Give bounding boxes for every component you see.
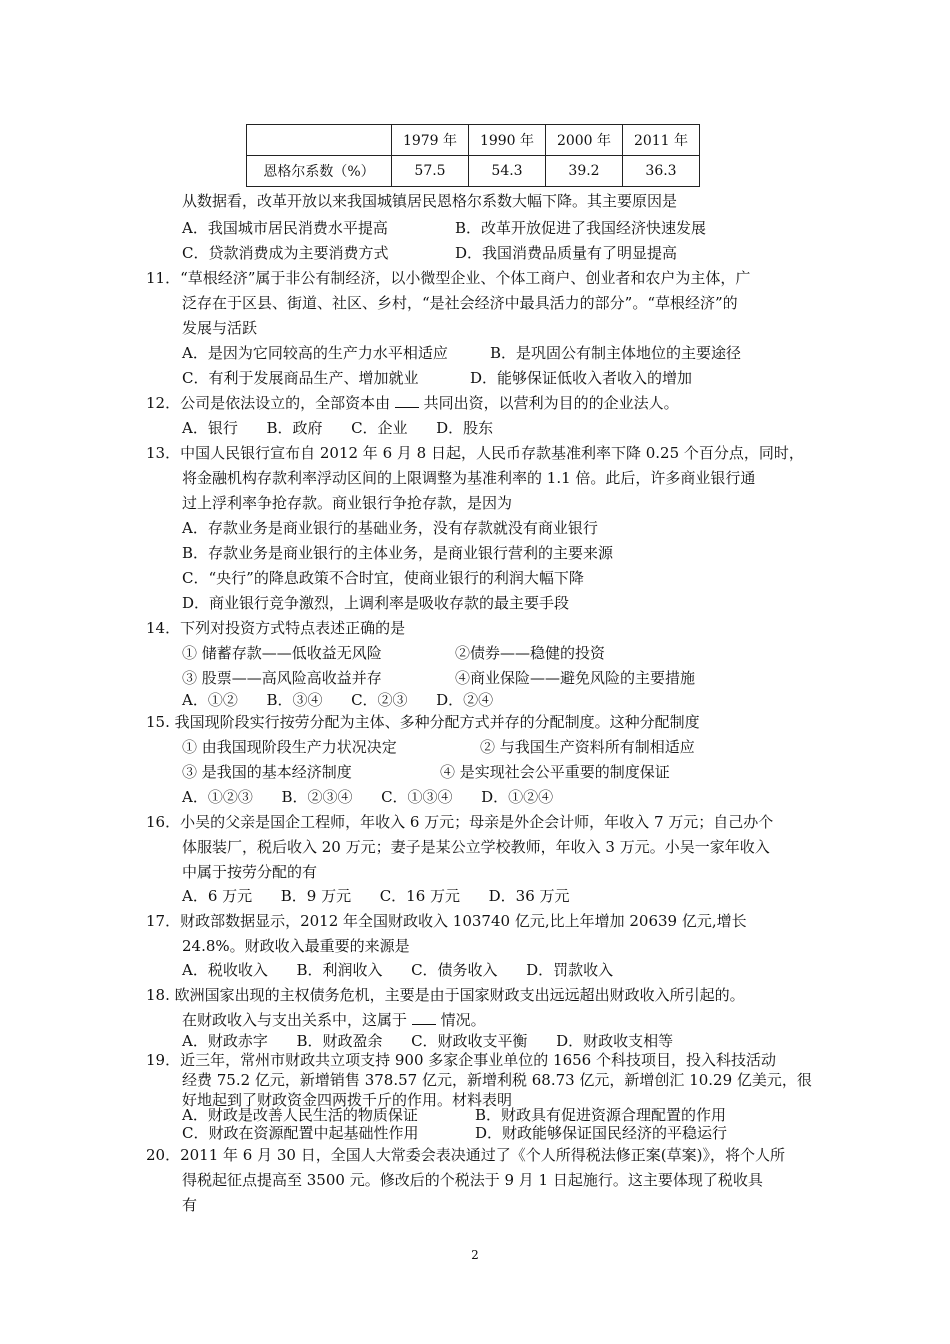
question-20-line-3: 有 [182, 1196, 198, 1214]
question-16-line-2: 体服装厂，税后收入 20 万元；妻子是某公立学校教师，年收入 3 万元。小吴一家年收入 [182, 838, 770, 856]
question-11-line-3: 发展与活跃 [182, 319, 258, 337]
question-13-option-a: A．存款业务是商业银行的基础业务，没有存款就没有商业银行 [182, 519, 598, 537]
answer-blank [395, 393, 419, 408]
question-19-option-a: A．财政是改善人民生活的物质保证 [182, 1106, 418, 1124]
table-header-cell: 2011 年 [623, 125, 700, 156]
question-18-line-2-before: 在财政收入与支出关系中，这属于 [182, 1011, 408, 1029]
question-14-options: A．①② B．③④ C．②③ D．②④ [182, 691, 494, 709]
question-16-options: A．6 万元 B．9 万元 C．16 万元 D．36 万元 [182, 887, 570, 905]
question-19-line-3: 好地起到了财政资金四两拨千斤的作用。材料表明 [182, 1091, 513, 1109]
question-11-line-2: 泛存在于区县、街道、社区、乡村，“是社会经济中最具活力的部分”。“草根经济”的 [182, 294, 738, 312]
question-14-stem: 14．下列对投资方式特点表述正确的是 [146, 619, 406, 637]
table-header-cell: 2000 年 [546, 125, 623, 156]
question-16-line-3: 中属于按劳分配的有 [182, 863, 318, 881]
page-number: 2 [471, 1248, 479, 1262]
question-14-statement-4: ④商业保险——避免风险的主要措施 [455, 669, 696, 687]
question-11-option-a: A．是因为它同较高的生产力水平相适应 [182, 344, 448, 362]
question-10-option-c: C．贷款消费成为主要消费方式 [182, 244, 389, 262]
table-cell: 57.5 [392, 156, 469, 187]
question-11-option-d: D．能够保证低收入者收入的增加 [470, 369, 693, 387]
question-10-option-d: D．我国消费品质量有了明显提高 [455, 244, 678, 262]
question-13-line-1: 13．中国人民银行宣布自 2012 年 6 月 8 日起，人民币存款基准利率下降 0.25 个百分点，同时， [146, 444, 804, 462]
question-12-stem [146, 393, 679, 413]
question-19-option-d: D．财政能够保证国民经济的平稳运行 [475, 1124, 728, 1142]
question-15-statement-4: ④ 是实现社会公平重要的制度保证 [440, 763, 670, 781]
question-20-line-2: 得税起征点提高至 3500 元。修改后的个税法于 9 月 1 日起施行。这主要体现了税收具 [182, 1171, 763, 1189]
question-20-line-1: 20．2011 年 6 月 30 日，全国人大常委会表决通过了《个人所得税法修正案(草案)》，将个人所 [146, 1146, 785, 1164]
question-18-options: A．财政赤字 B．财政盈余 C．财政收支平衡 D．财政收支相等 [182, 1032, 674, 1050]
question-11-line-1: 11．“草根经济”属于非公有制经济，以小微型企业、个体工商户、创业者和农户为主体，广 [146, 269, 751, 287]
question-12-stem-before: 12．公司是依法设立的，全部资本由 [146, 394, 391, 412]
question-15-statement-3: ③ 是我国的基本经济制度 [182, 763, 352, 781]
question-14-statement-2: ②债券——稳健的投资 [455, 644, 606, 662]
question-15-stem: 15. 我国现阶段实行按劳分配为主体、多种分配方式并存的分配制度。这种分配制度 [146, 713, 700, 731]
question-19-line-2: 经费 75.2 亿元，新增销售 378.57 亿元，新增利税 68.73 亿元，新增创汇 10.29 亿美元，很 [182, 1071, 812, 1089]
question-14-statement-1: ① 储蓄存款——低收益无风险 [182, 644, 382, 662]
question-15-statement-1: ① 由我国现阶段生产力状况决定 [182, 738, 397, 756]
table-cell: 39.2 [546, 156, 623, 187]
table-row [247, 156, 700, 187]
answer-blank [412, 1010, 436, 1025]
question-10-option-a: A．我国城市居民消费水平提高 [182, 219, 388, 237]
question-12-options: A．银行 B．政府 C．企业 D．股东 [182, 419, 494, 437]
table-header-cell: 1979 年 [392, 125, 469, 156]
table-header-cell: 1990 年 [469, 125, 546, 156]
question-17-line-2: 24.8%。财政收入最重要的来源是 [182, 937, 410, 955]
question-15-statement-2: ② 与我国生产资料所有制相适应 [480, 738, 695, 756]
question-11-option-c: C．有利于发展商品生产、增加就业 [182, 369, 419, 387]
engel-coefficient-table [246, 124, 700, 187]
question-10-stem: 从数据看，改革开放以来我国城镇居民恩格尔系数大幅下降。其主要原因是 [182, 192, 678, 210]
question-11-option-b: B．是巩固公有制主体地位的主要途径 [490, 344, 742, 362]
question-17-options: A．税收收入 B．利润收入 C．债务收入 D．罚款收入 [182, 961, 614, 979]
question-18-line-2-after: 情况。 [440, 1011, 486, 1029]
table-cell: 54.3 [469, 156, 546, 187]
question-19-line-1: 19．近三年，常州市财政共立项支持 900 多家企事业单位的 1656 个科技项目，投入科技活动 [146, 1051, 776, 1069]
question-13-option-c: C．“央行”的降息政策不合时宜，使商业银行的利润大幅下降 [182, 569, 584, 587]
question-13-line-3: 过上浮利率争抢存款。商业银行争抢存款，是因为 [182, 494, 513, 512]
question-10-option-b: B．改革开放促进了我国经济快速发展 [455, 219, 707, 237]
table-header-cell [247, 125, 392, 156]
table-row-label: 恩格尔系数（%） [247, 156, 392, 187]
table-cell: 36.3 [623, 156, 700, 187]
table-header-row [247, 125, 700, 156]
question-15-options: A．①②③ B．②③④ C．①③④ D．①②④ [182, 788, 554, 806]
question-18-line-1: 18. 欧洲国家出现的主权债务危机，主要是由于国家财政支出远远超出财政收入所引起的。 [146, 986, 745, 1004]
question-18-line-2 [182, 1010, 486, 1030]
question-13-option-b: B．存款业务是商业银行的主体业务，是商业银行营利的主要来源 [182, 544, 614, 562]
question-13-option-d: D．商业银行竞争激烈，上调利率是吸收存款的最主要手段 [182, 594, 570, 612]
question-17-line-1: 17．财政部数据显示，2012 年全国财政收入 103740 亿元,比上年增加 20639 亿元,增长 [146, 912, 747, 930]
question-14-statement-3: ③ 股票——高风险高收益并存 [182, 669, 382, 687]
question-12-stem-after: 共同出资，以营利为目的的企业法人。 [423, 394, 679, 412]
question-16-line-1: 16．小吴的父亲是国企工程师，年收入 6 万元；母亲是外企会计师，年收入 7 万元；自己办个 [146, 813, 774, 831]
question-19-option-c: C．财政在资源配置中起基础性作用 [182, 1124, 419, 1142]
question-13-line-2: 将金融机构存款利率浮动区间的上限调整为基准利率的 1.1 倍。此后，许多商业银行通 [182, 469, 756, 487]
question-19-option-b: B．财政具有促进资源合理配置的作用 [475, 1106, 727, 1124]
